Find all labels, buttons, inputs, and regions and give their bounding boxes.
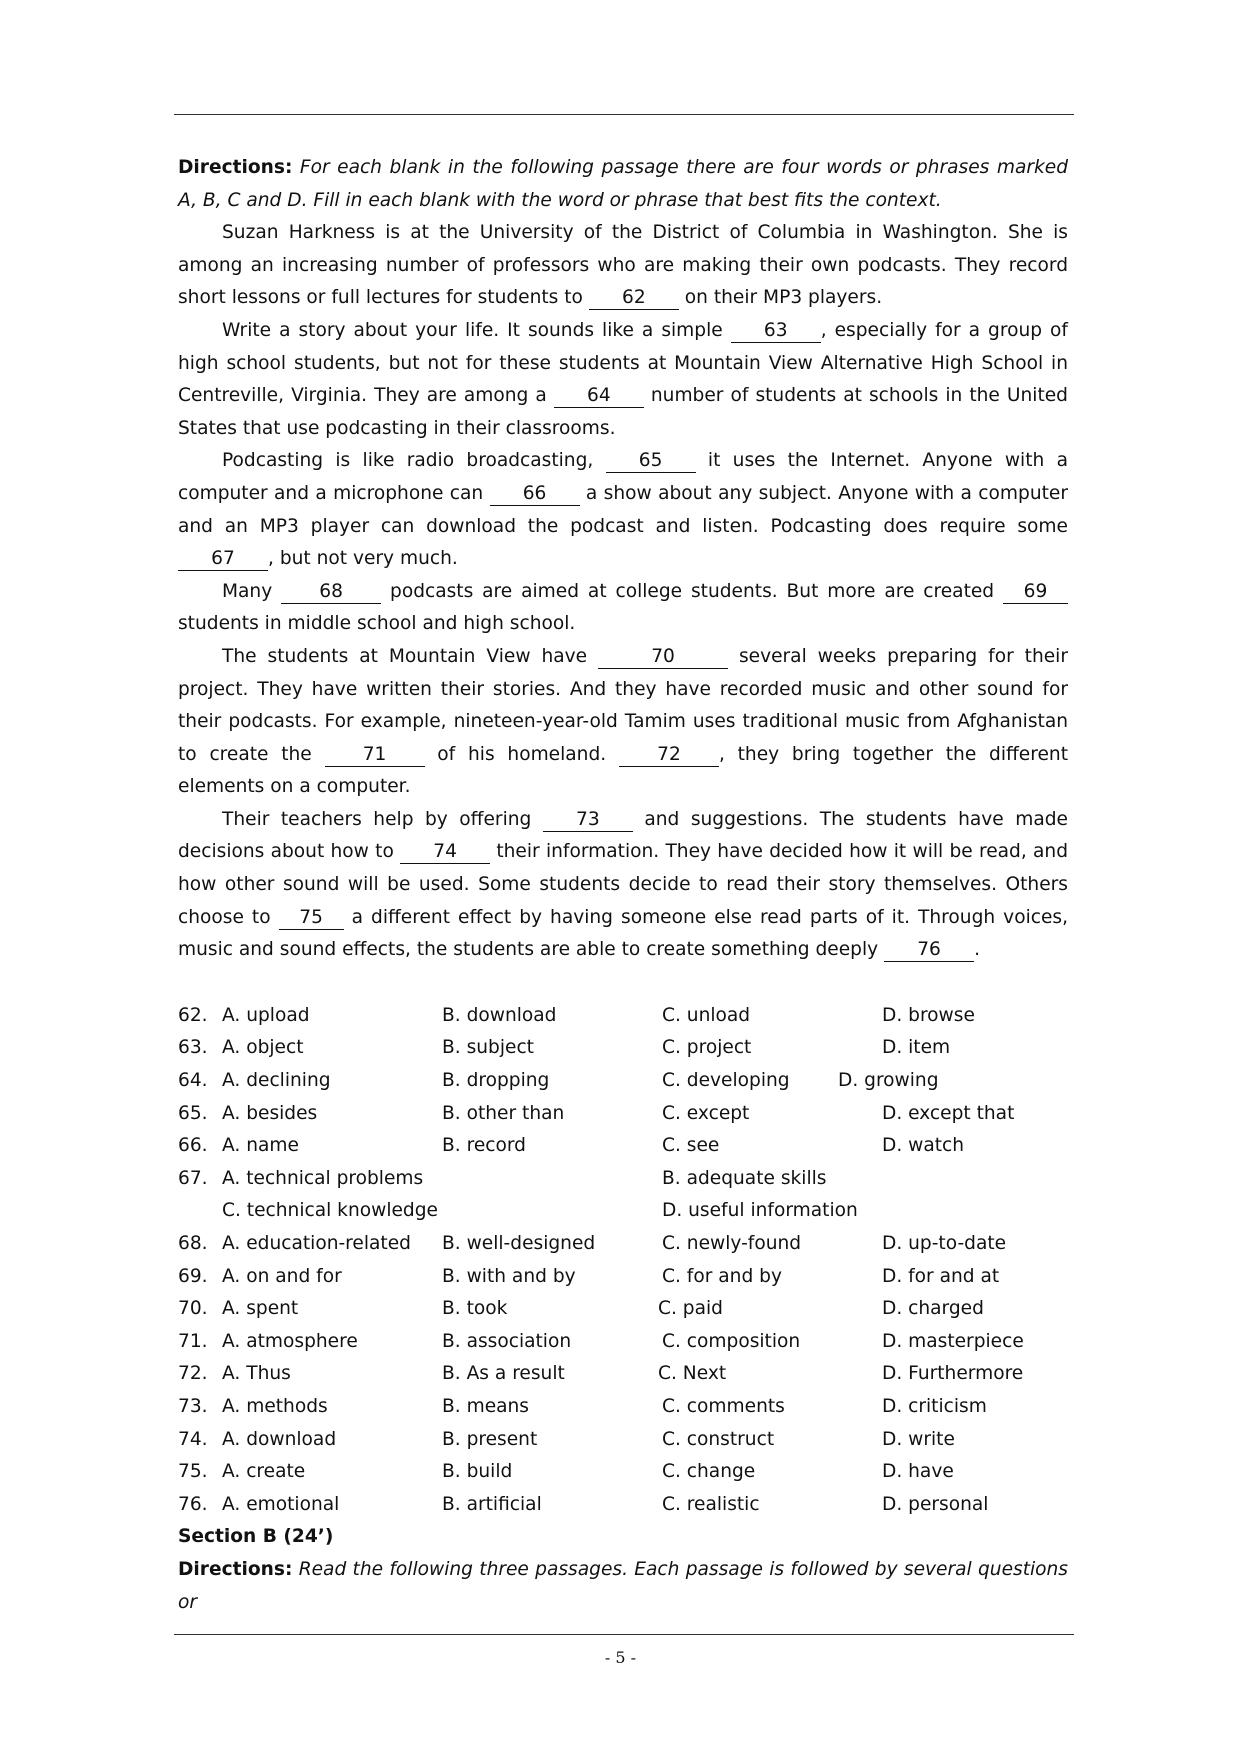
answer-options [178,1000,1068,1522]
blank-66[interactable]: 66 [490,483,580,506]
option-a[interactable]: A. name [222,1135,299,1157]
option-c[interactable]: C. Next [658,1363,727,1385]
option-d[interactable]: D. item [882,1037,951,1059]
section-b-directions-label: Directions: [178,1558,293,1580]
option-a[interactable]: A. besides [222,1102,318,1124]
blank-71[interactable]: 71 [325,744,425,767]
option-a[interactable]: A. declining [222,1070,331,1092]
option-c[interactable]: C. comments [662,1395,785,1417]
blank-75[interactable]: 75 [279,907,344,930]
option-d[interactable]: D. browse [882,1004,975,1026]
option-b[interactable]: B. other than [442,1102,565,1124]
passage-paragraph-3: Podcasting is like radio broadcasting, 65 it uses the Internet. Anyone with a computer and a microphone can 66 a show about any subject. Anyone with a computer and an MP3 player can download the podcast and listen. Podcasting does require some 67 , but not very much. [178,450,1068,570]
option-a[interactable]: A. create [222,1461,306,1483]
option-a[interactable]: A. download [222,1428,337,1450]
directions-label: Directions: [178,157,293,178]
option-b[interactable]: B. well-designed [442,1233,596,1254]
option-a[interactable]: A. technical problems [222,1167,424,1189]
blank-67[interactable]: 67 [178,548,268,571]
blank-70[interactable]: 70 [598,646,728,669]
option-a[interactable]: A. methods [222,1395,328,1417]
question-row-62: 62. A. upload B. download C. unload D. browse [178,1000,1068,1033]
question-row-67-cont [178,1195,1068,1228]
footer-rule [174,1634,1074,1635]
option-d[interactable]: D. criticism [882,1395,987,1417]
option-b[interactable]: B. took [442,1298,508,1320]
question-row-75: 75. A. create B. build C. change D. have [178,1456,1068,1489]
blank-69[interactable]: 69 [1003,581,1068,604]
option-c[interactable]: C. technical knowledge [222,1200,438,1222]
option-c[interactable]: C. newly-found [662,1233,802,1254]
header-rule [174,114,1074,115]
option-a[interactable]: A. object [222,1037,304,1059]
option-d[interactable]: D. write [882,1428,955,1450]
option-a[interactable]: A. atmosphere [222,1330,358,1352]
blank-73[interactable]: 73 [543,809,633,832]
option-a[interactable]: A. on and for [222,1265,342,1287]
option-d[interactable]: D. useful information [662,1200,858,1222]
option-b[interactable]: B. record [442,1135,526,1157]
question-row-76: 76. A. emotional B. artificial C. realistic D. personal [178,1489,1068,1522]
option-b[interactable]: B. subject [442,1037,534,1059]
question-row-64: 64. A. declining B. dropping C. developing D. growing [178,1065,1068,1098]
option-b[interactable]: B. build [442,1461,513,1483]
passage-paragraph-2: Write a story about your life. It sounds like a simple 63 , especially for a group of high school students, but not for these students at Mountain View Alternative High School in Centreville, Virginia. They are among a 64 number of students at schools in the United States that use podcasting in their classrooms. [178,319,1068,439]
option-b[interactable]: B. present [442,1428,538,1450]
option-c[interactable]: C. construct [662,1428,775,1450]
option-b[interactable]: B. As a result [442,1363,565,1385]
question-row-68: 68. A. education-related B. well-designed C. newly-found D. up-to-date [178,1228,1068,1261]
passage-paragraph-5: The students at Mountain View have 70 several weeks preparing for their project. They have written their stories. And they have recorded music and other sound for their podcasts. For example, nineteen-year-old Tamim uses traditional music from Afghanistan to create the 71 of his homeland. 72 , they bring together the different elements on a computer. [178,645,1068,798]
question-row-74: 74. A. download B. present C. construct D. write [178,1424,1068,1457]
passage-paragraph-4: Many 68 podcasts are aimed at college students. But more are created 69 students in middle school and high school. [178,576,1068,641]
option-c[interactable]: C. paid [658,1298,723,1320]
option-a[interactable]: A. education-related [222,1233,411,1254]
question-row-65: 65. A. besides B. other than C. except D. except that [178,1098,1068,1131]
page-content [178,152,1068,1619]
option-c[interactable]: C. unload [662,1004,751,1026]
option-c[interactable]: C. realistic [662,1493,760,1515]
section-b-directions [178,1554,1068,1619]
question-row-70: 70. A. spent B. took C. paid D. charged [178,1293,1068,1326]
option-c[interactable]: C. see [662,1135,720,1157]
option-b[interactable]: B. artificial [442,1493,542,1515]
option-b[interactable]: B. with and by [442,1265,576,1287]
option-d[interactable]: D. up-to-date [882,1233,1007,1254]
directions [178,152,1068,217]
question-row-71: 71. A. atmosphere B. association C. composition D. masterpiece [178,1326,1068,1359]
option-c[interactable]: C. composition [662,1330,801,1352]
question-row-67: 67. A. technical problems B. adequate skills [178,1163,1068,1196]
option-b[interactable]: B. means [442,1395,529,1417]
blank-76[interactable]: 76 [884,939,974,962]
option-d[interactable]: D. growing [838,1070,939,1092]
option-c[interactable]: C. developing [662,1070,790,1092]
option-d[interactable]: D. personal [882,1493,989,1515]
option-d[interactable]: D. watch [882,1135,965,1157]
option-c[interactable]: C. for and by [662,1265,782,1287]
blank-64[interactable]: 64 [554,385,644,408]
passage-paragraph-6: Their teachers help by offering 73 and suggestions. The students have made decisions about how to 74 their information. They have decided how it will be read, and how other sound will be used. Some students decide to read their story themselves. Others choose to 75 a different effect by having someone else read parts of it. Through voices, music and sound effects, the students are able to create something deeply 76 . [178,808,1069,961]
option-b[interactable]: B. association [442,1330,572,1352]
page-number: - 5 - [604,1648,637,1667]
option-a[interactable]: A. spent [222,1298,299,1320]
question-row-72: 72. A. Thus B. As a result C. Next D. Furthermore [178,1358,1068,1391]
option-c[interactable]: C. project [662,1037,752,1059]
blank-68[interactable]: 68 [281,581,381,604]
option-c[interactable]: C. except [662,1102,750,1124]
option-c[interactable]: C. change [662,1461,756,1483]
question-row-73: 73. A. methods B. means C. comments D. criticism [178,1391,1068,1424]
directions-text: For each blank in the following passage there are four words or phrases marked A, B, C and D. Fill in each blank with the word or phrase that best fits the context. [178,157,1068,211]
option-d[interactable]: D. masterpiece [882,1330,1024,1352]
option-a[interactable]: A. upload [222,1004,310,1026]
option-d[interactable]: D. for and at [882,1265,1000,1287]
option-b[interactable]: B. dropping [442,1070,550,1092]
blank-62[interactable]: 62 [589,287,679,310]
option-b[interactable]: B. adequate skills [662,1167,827,1189]
blank-74[interactable]: 74 [400,841,490,864]
option-a[interactable]: A. emotional [222,1493,340,1515]
blank-65[interactable]: 65 [606,450,696,473]
question-row-69: 69. A. on and for B. with and by C. for and by D. for and at [178,1261,1068,1294]
option-a[interactable]: A. Thus [222,1363,291,1385]
option-d[interactable]: D. except that [882,1102,1015,1124]
option-b[interactable]: B. download [442,1004,557,1026]
blank-63[interactable]: 63 [731,320,821,343]
option-d[interactable]: D. charged [882,1298,984,1320]
section-b-title: Section B (24’) [178,1526,334,1548]
section-b-directions-text: Read the following three passages. Each passage is followed by several questions or [178,1558,1068,1613]
option-d[interactable]: D. have [882,1461,954,1483]
passage-paragraph-1: Suzan Harkness is at the University of the District of Columbia in Washington. She is among an increasing number of professors who are making their own podcasts. They record short lessons or full lectures for students to 62 on their MP3 players. [178,222,1068,309]
question-row-66: 66. A. name B. record C. see D. watch [178,1130,1068,1163]
blank-72[interactable]: 72 [619,744,719,767]
question-row-63: 63. A. object B. subject C. project D. item [178,1032,1068,1065]
option-d[interactable]: D. Furthermore [882,1363,1024,1385]
